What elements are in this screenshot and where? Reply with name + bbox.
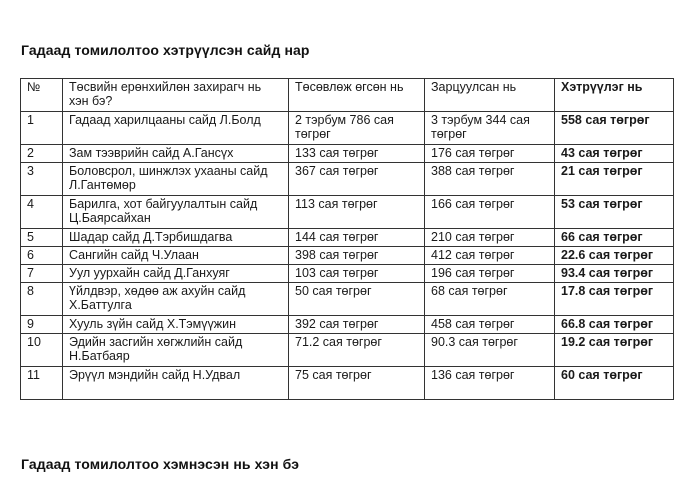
row-minister: Сангийн сайд Ч.Улаан [63,247,289,265]
row-minister: Зам тээврийн сайд А.Гансүх [63,145,289,163]
row-budgeted: 71.2 сая төгрөг [289,334,425,367]
row-overspend: 60 сая төгрөг [555,367,674,400]
row-minister: Эрүүл мэндийн сайд Н.Удвал [63,367,289,400]
row-budgeted: 2 тэрбум 786 сая төгрөг [289,112,425,145]
table-header-row [21,79,674,112]
row-budgeted: 144 сая төгрөг [289,229,425,247]
row-overspend: 43 сая төгрөг [555,145,674,163]
row-minister: Уул уурхайн сайд Д.Ганхуяг [63,265,289,283]
table-row [21,196,674,229]
row-number: 2 [21,145,63,163]
table-row [21,229,674,247]
table-row [21,163,674,196]
table-row [21,283,674,316]
row-budgeted: 398 сая төгрөг [289,247,425,265]
row-number: 4 [21,196,63,229]
row-spent: 90.3 сая төгрөг [425,334,555,367]
row-spent: 176 сая төгрөг [425,145,555,163]
table-row [21,265,674,283]
overspend-table [20,78,674,400]
row-number: 1 [21,112,63,145]
row-spent: 136 сая төгрөг [425,367,555,400]
row-spent: 412 сая төгрөг [425,247,555,265]
row-minister: Үйлдвэр, хөдөө аж ахуйн сайд Х.Баттулга [63,283,289,316]
row-number: 8 [21,283,63,316]
row-spent: 196 сая төгрөг [425,265,555,283]
row-spent: 3 тэрбум 344 сая төгрөг [425,112,555,145]
table-row [21,316,674,334]
header-minister: Төсвийн ерөнхийлөн захирагч нь хэн бэ? [63,79,289,112]
row-number: 11 [21,367,63,400]
row-minister: Эдийн засгийн хөгжлийн сайд Н.Батбаяр [63,334,289,367]
row-overspend: 19.2 сая төгрөг [555,334,674,367]
row-overspend: 17.8 сая төгрөг [555,283,674,316]
row-spent: 68 сая төгрөг [425,283,555,316]
row-budgeted: 103 сая төгрөг [289,265,425,283]
section-heading: Гадаад томилолтоо хэмнэсэн нь хэн бэ [21,456,300,472]
row-overspend: 66 сая төгрөг [555,229,674,247]
row-spent: 388 сая төгрөг [425,163,555,196]
row-overspend: 66.8 сая төгрөг [555,316,674,334]
row-number: 7 [21,265,63,283]
row-budgeted: 133 сая төгрөг [289,145,425,163]
row-minister: Боловсрол, шинжлэх ухааны сайд Л.Гантөмөр [63,163,289,196]
row-spent: 458 сая төгрөг [425,316,555,334]
row-budgeted: 367 сая төгрөг [289,163,425,196]
row-minister: Хууль зүйн сайд Х.Тэмүүжин [63,316,289,334]
row-spent: 210 сая төгрөг [425,229,555,247]
header-spent: Зарцуулсан нь [425,79,555,112]
row-number: 6 [21,247,63,265]
row-budgeted: 113 сая төгрөг [289,196,425,229]
table-row [21,112,674,145]
table-row [21,247,674,265]
row-overspend: 21 сая төгрөг [555,163,674,196]
header-budgeted: Төсөвлөж өгсөн нь [289,79,425,112]
row-number: 5 [21,229,63,247]
header-overspend: Хэтрүүлэг нь [555,79,674,112]
row-minister: Гадаад харилцааны сайд Л.Болд [63,112,289,145]
row-number: 3 [21,163,63,196]
row-overspend: 93.4 сая төгрөг [555,265,674,283]
row-overspend: 53 сая төгрөг [555,196,674,229]
row-spent: 166 сая төгрөг [425,196,555,229]
row-budgeted: 392 сая төгрөг [289,316,425,334]
table-row [21,367,674,400]
row-budgeted: 75 сая төгрөг [289,367,425,400]
page-title: Гадаад томилолтоо хэтрүүлсэн сайд нар [21,42,310,58]
header-number: № [21,79,63,112]
row-overspend: 558 сая төгрөг [555,112,674,145]
table-row [21,334,674,367]
row-overspend: 22.6 сая төгрөг [555,247,674,265]
row-number: 9 [21,316,63,334]
table-row [21,145,674,163]
row-minister: Барилга, хот байгуулалтын сайд Ц.Баярсайхан [63,196,289,229]
row-budgeted: 50 сая төгрөг [289,283,425,316]
row-minister: Шадар сайд Д.Тэрбишдагва [63,229,289,247]
row-number: 10 [21,334,63,367]
